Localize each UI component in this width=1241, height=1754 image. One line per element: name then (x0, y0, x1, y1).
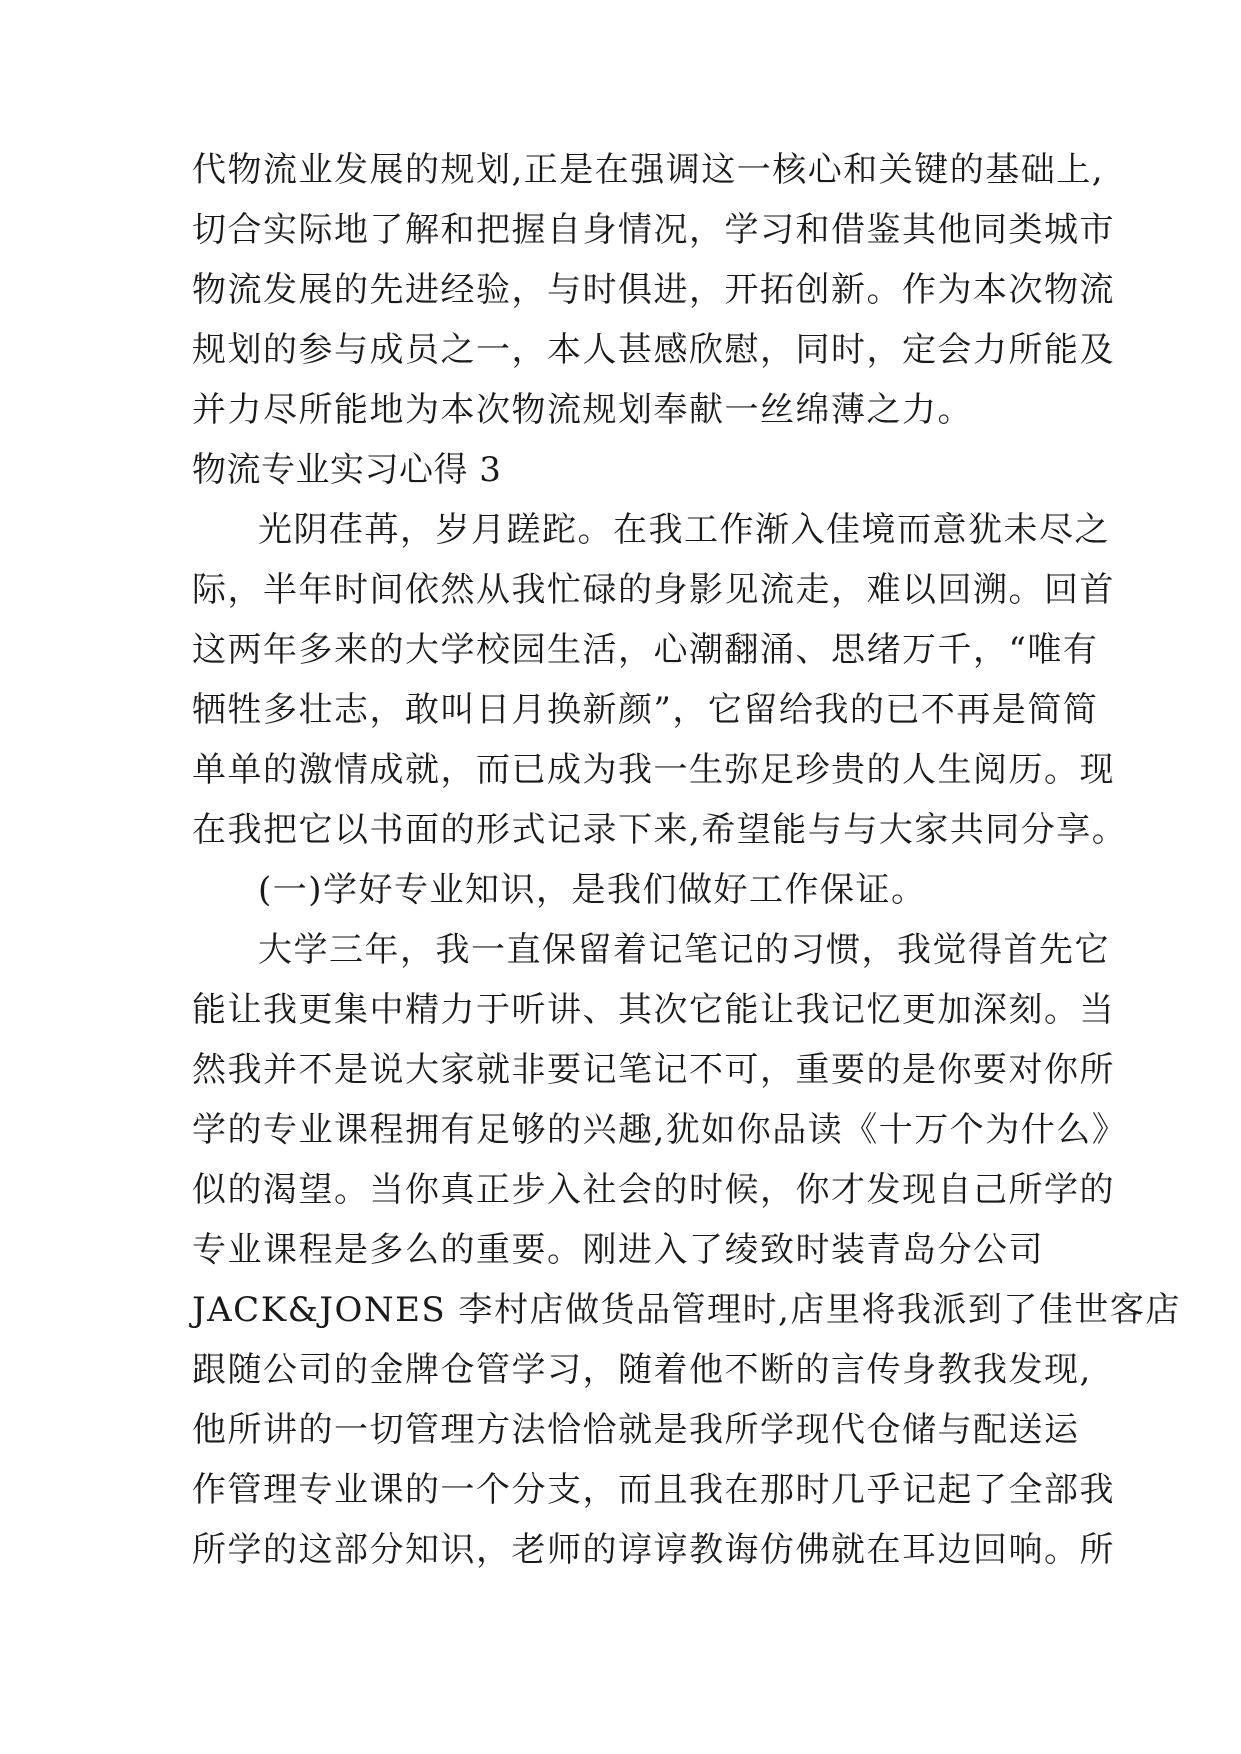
paragraph-line: 他所讲的一切管理方法恰恰就是我所学现代仓储与配送运 (192, 1410, 1080, 1450)
paragraph-line: 跟随公司的金牌仓管学习，随着他不断的言传身教我发现, (192, 1350, 1092, 1390)
paragraph-line: 光阴荏苒，岁月蹉跎。在我工作渐入佳境而意犹未尽之 (258, 510, 1110, 550)
paragraph-line: 际，半年时间依然从我忙碌的身影见流走，难以回溯。回首 (192, 570, 1115, 610)
paragraph-line: 切合实际地了解和把握自身情况，学习和借鉴其他同类城市 (192, 210, 1115, 250)
paragraph-line: 然我并不是说大家就非要记笔记不可，重要的是你要对你所 (192, 1050, 1115, 1090)
paragraph-line: 单单的激情成就，而已成为我一生弥足珍贵的人生阅历。现 (192, 750, 1115, 790)
paragraph-line: 规划的参与成员之一，本人甚感欣慰，同时，定会力所能及 (192, 330, 1115, 370)
paragraph-line: 在我把它以书面的形式记录下来,希望能与与大家共同分享。 (192, 810, 1128, 850)
paragraph-line: 并力尽所能地为本次物流规划奉献一丝绵薄之力。 (192, 390, 973, 430)
paragraph-line: 物流发展的先进经验，与时俱进，开拓创新。作为本次物流 (192, 270, 1115, 310)
paragraph-line: 专业课程是多么的重要。刚进入了绫致时装青岛分公司 (192, 1230, 1044, 1270)
section-heading: 物流专业实习心得 3 (192, 450, 502, 490)
paragraph-line: JACK&JONES 李村店做货品管理时,店里将我派到了佳世客店 (192, 1290, 1181, 1330)
paragraph-line: 似的渴望。当你真正步入社会的时候，你才发现自己所学的 (192, 1170, 1115, 1210)
paragraph-line: 这两年多来的大学校园生活，心潮翻涌、思绪万千，“唯有 (192, 630, 1099, 670)
paragraph-line: 牺牲多壮志，敢叫日月换新颜”，它留给我的已不再是简简 (192, 690, 1099, 730)
paragraph-line: 学的专业课程拥有足够的兴趣,犹如你品读《十万个为什么》 (192, 1110, 1128, 1150)
subheading: (一)学好专业知识，是我们做好工作保证。 (258, 870, 927, 910)
paragraph-line: 能让我更集中精力于听讲、其次它能让我记忆更加深刻。当 (192, 990, 1115, 1030)
paragraph-line: 所学的这部分知识，老师的谆谆教诲仿佛就在耳边回响。所 (192, 1530, 1115, 1570)
paragraph-line: 代物流业发展的规划,正是在强调这一核心和关键的基础上, (192, 150, 1105, 190)
paragraph-line: 作管理专业课的一个分支，而且我在那时几乎记起了全部我 (192, 1470, 1115, 1510)
paragraph-line: 大学三年，我一直保留着记笔记的习惯，我觉得首先它 (258, 930, 1110, 970)
